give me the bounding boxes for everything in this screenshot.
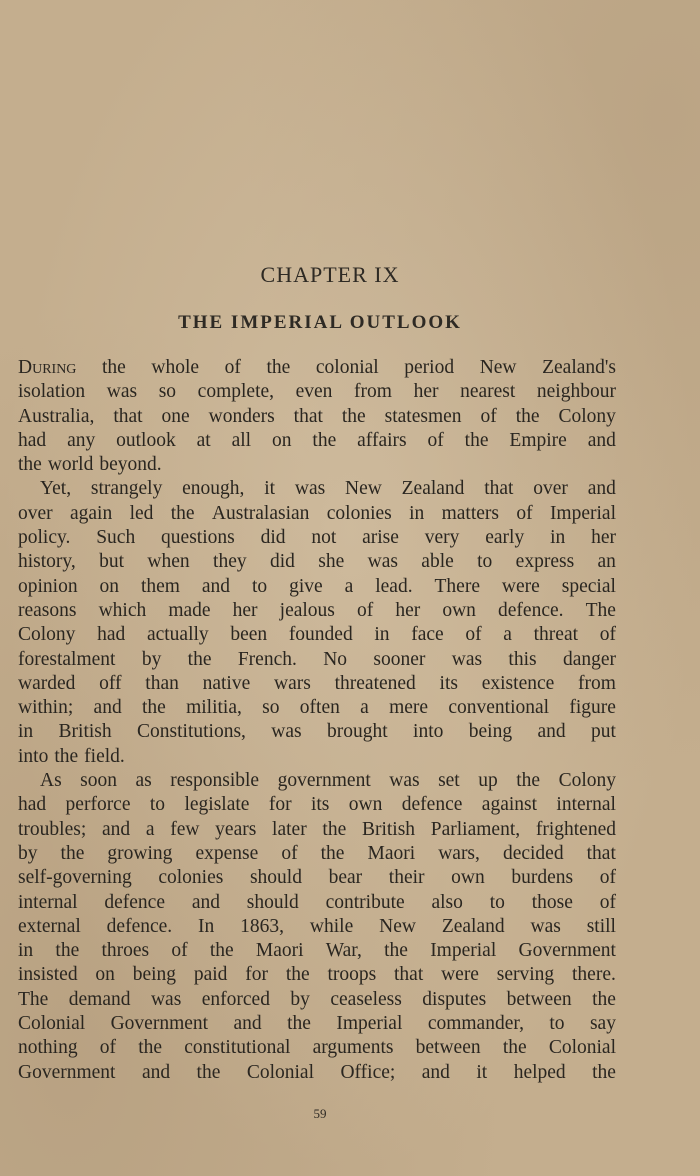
text-line: forestalment by the French. No sooner was this danger (18, 648, 616, 670)
text-line: policy. Such questions did not arise very early in her (18, 527, 616, 549)
text-line: warded off than native wars threatened its existence from (18, 672, 616, 694)
text-line: Australia, that one wonders that the statesmen of the Colony (18, 405, 616, 427)
text-line: had any outlook at all on the affairs of the Empire and (18, 429, 616, 451)
text-line: As soon as responsible government was set up the Colony (40, 770, 616, 792)
text-line: by the growing expense of the Maori wars, decided that (18, 842, 616, 864)
text-line: into the field. (18, 745, 125, 767)
text-line: The demand was enforced by ceaseless disputes between the (18, 988, 616, 1010)
text-line: isolation was so complete, even from her nearest neighbour (18, 381, 616, 403)
text-line: reasons which made her jealous of her own defence. The (18, 599, 616, 621)
text-line: opinion on them and to give a lead. There were special (18, 575, 616, 597)
text-line: in British Constitutions, was brought into being and put (18, 721, 616, 743)
text-line: self-governing colonies should bear their own burdens of (18, 867, 616, 889)
text-line: history, but when they did she was able to express an (18, 551, 616, 573)
text-line: Yet, strangely enough, it was New Zealand that over and (40, 478, 616, 500)
text-line: the world beyond. (18, 454, 162, 476)
text-line: nothing of the constitutional arguments between the Colonial (18, 1037, 616, 1059)
chapter-heading: CHAPTER IX (260, 262, 400, 287)
text-line: troubles; and a few years later the British Parliament, frightened (18, 818, 616, 840)
text-line: external defence. In 1863, while New Zealand was still (18, 915, 616, 937)
text-line: Colony had actually been founded in face of a threat of (18, 624, 616, 646)
text-line: over again led the Australasian colonies in matters of Imperial (18, 502, 616, 524)
text-line: Colonial Government and the Imperial commander, to say (18, 1013, 616, 1035)
chapter-title: THE IMPERIAL OUTLOOK (178, 312, 462, 333)
text-line: within; and the militia, so often a mere conventional figure (18, 697, 616, 719)
text-line: Government and the Colonial Office; and it helped the (18, 1061, 616, 1083)
text-line: had perforce to legislate for its own defence against internal (18, 794, 616, 816)
page-number: 59 (313, 1106, 327, 1121)
text-line: insisted on being paid for the troops that were serving there. (18, 964, 616, 986)
text-line: During the whole of the colonial period New Zealand's (18, 357, 616, 378)
body-text (18, 356, 616, 1085)
text-line: internal defence and should contribute also to those of (18, 891, 616, 913)
text-line: in the throes of the Maori War, the Imperial Government (18, 940, 616, 962)
